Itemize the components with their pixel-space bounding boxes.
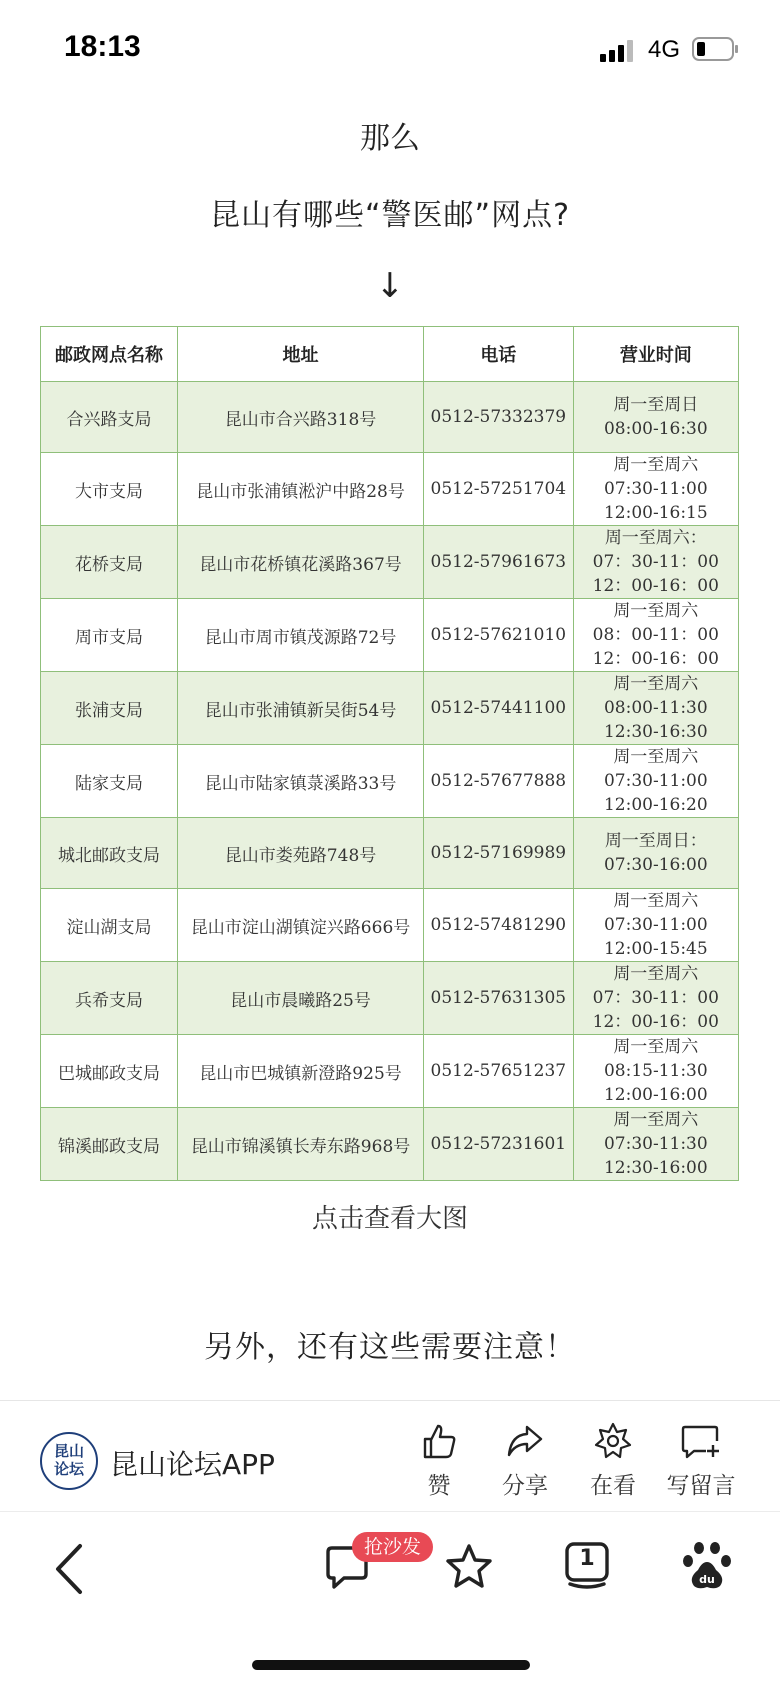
branch-table-image[interactable] [40,326,739,1181]
hours-line: 07:30-16:00 [603,855,708,875]
share-arrow-icon [505,1421,545,1461]
article-action-bar [0,1401,780,1511]
col-header-name: 邮政网点名称 [41,327,178,382]
table-row [41,745,739,818]
status-time: 18:13 [64,30,141,63]
tab-count: 1 [579,1546,595,1571]
branch-name-cell: 周市支局 [41,599,178,672]
hours-line: 周一至周六： [604,528,707,548]
article-text-line1: 那么 [360,121,420,156]
branch-name-cell: 花桥支局 [41,526,178,599]
branch-address-cell: 昆山市花桥镇花溪路367号 [178,526,424,599]
table-row [41,453,739,526]
branch-phone-cell: 0512-57231601 [424,1108,574,1181]
star-flower-icon [593,1421,633,1461]
branch-phone-cell: 0512-57169989 [424,818,574,889]
branch-hours-cell [573,818,738,889]
branch-name-cell: 锦溪邮政支局 [41,1108,178,1181]
branch-phone-cell: 0512-57961673 [424,526,574,599]
back-chevron-icon [50,1542,90,1596]
hours-line: 周一至周日： [604,831,707,851]
table-row [41,818,739,889]
status-bar [0,0,780,100]
hours-line: 08:15-11:30 [603,1061,708,1081]
battery-icon [692,37,738,61]
hours-line: 12：00-16：00 [592,649,719,669]
col-header-phone: 电话 [424,327,574,382]
hours-line: 12:30-16:30 [603,722,708,742]
hours-line: 周一至周六 [613,1110,699,1130]
branch-address-cell: 昆山市张浦镇新吴街54号 [178,672,424,745]
table-row [41,1035,739,1108]
favorite-button[interactable] [444,1542,494,1596]
hours-line: 周一至周六 [613,964,699,984]
hours-line: 周一至周六 [613,891,699,911]
branch-name-cell: 兵希支局 [41,962,178,1035]
branch-hours-cell [573,672,738,745]
signal-icon [600,40,636,62]
network-type: 4G [648,36,681,63]
baidu-paw-icon [682,1540,732,1592]
hours-line: 周一至周六 [613,1037,699,1057]
wow-button[interactable]: 在看 [570,1421,656,1500]
branch-address-cell: 昆山市巴城镇新澄路925号 [178,1035,424,1108]
account-logo[interactable]: 昆山 论坛 [40,1432,98,1490]
tabs-button[interactable] [562,1540,612,1596]
branch-hours-cell [573,1108,738,1181]
grab-sofa-badge[interactable]: 抢沙发 [352,1532,433,1562]
branch-address-cell: 昆山市周市镇茂源路72号 [178,599,424,672]
hours-line: 08:00-11:30 [603,698,708,718]
hours-line: 周一至周日 [613,395,699,415]
home-indicator [252,1660,530,1670]
table-row [41,1108,739,1181]
branch-phone-cell: 0512-57332379 [424,382,574,453]
branch-name-cell: 合兴路支局 [41,382,178,453]
down-arrow-icon: ↓ [375,266,405,306]
branch-address-cell: 昆山市张浦镇淞沪中路28号 [178,453,424,526]
thumbs-up-icon [419,1421,459,1461]
branch-hours-cell [573,1035,738,1108]
branch-hours-cell [573,526,738,599]
article-text-line3: 另外，还有这些需要注意！ [204,1330,576,1365]
branch-phone-cell: 0512-57677888 [424,745,574,818]
branch-name-cell: 大市支局 [41,453,178,526]
branch-hours-cell [573,962,738,1035]
branch-address-cell: 昆山市晨曦路25号 [178,962,424,1035]
hours-line: 周一至周六 [613,601,699,621]
branch-hours-cell [573,745,738,818]
branch-name-cell: 城北邮政支局 [41,818,178,889]
branch-phone-cell: 0512-57251704 [424,453,574,526]
col-header-hours: 营业时间 [573,327,738,382]
hours-line: 08:00-16:30 [603,419,708,439]
branch-phone-cell: 0512-57481290 [424,889,574,962]
hours-line: 12:00-16:15 [603,503,708,523]
branch-address-cell: 昆山市陆家镇菉溪路33号 [178,745,424,818]
branch-address-cell: 昆山市娄苑路748号 [178,818,424,889]
branch-name-cell: 淀山湖支局 [41,889,178,962]
branch-address-cell: 昆山市淀山湖镇淀兴路666号 [178,889,424,962]
hours-line: 07:30-11:00 [603,479,708,499]
account-name[interactable]: 昆山论坛APP [110,1448,275,1481]
table-row [41,526,739,599]
hours-line: 12:00-16:20 [603,795,708,815]
branch-hours-cell [573,889,738,962]
branch-phone-cell: 0512-57441100 [424,672,574,745]
hours-line: 07:30-11:30 [603,1134,708,1154]
hours-line: 07:30-11:00 [603,915,708,935]
branch-name-cell: 巴城邮政支局 [41,1035,178,1108]
branch-hours-cell [573,453,738,526]
hours-line: 12:00-16:00 [603,1085,708,1105]
branch-phone-cell: 0512-57651237 [424,1035,574,1108]
hours-line: 08：00-11：00 [592,625,719,645]
branch-hours-cell [573,382,738,453]
branch-name-cell: 陆家支局 [41,745,178,818]
hours-line: 周一至周六 [613,747,699,767]
table-row [41,599,739,672]
like-button[interactable]: 赞 [396,1421,482,1500]
hours-line: 12：00-16：00 [592,1012,719,1032]
hours-line: 07:30-11:00 [603,771,708,791]
branch-name-cell: 张浦支局 [41,672,178,745]
table-row [41,382,739,453]
col-header-address: 地址 [178,327,424,382]
hours-line: 07：30-11：00 [592,988,719,1008]
back-button[interactable] [50,1542,90,1600]
baidu-button[interactable] [682,1540,732,1596]
hours-line: 周一至周六 [613,674,699,694]
article-heading: 昆山有哪些“警医邮”网点? [209,198,570,233]
table-row [41,962,739,1035]
table-header-row [41,327,739,382]
svg-text:du: du [699,1573,715,1586]
hours-line: 周一至周六 [613,455,699,475]
branch-hours-cell [573,599,738,672]
branch-phone-cell: 0512-57621010 [424,599,574,672]
table-row [41,672,739,745]
branch-phone-cell: 0512-57631305 [424,962,574,1035]
branch-address-cell: 昆山市合兴路318号 [178,382,424,453]
hours-line: 12:00-15:45 [603,939,708,959]
write-comment-button[interactable]: 写留言 [658,1421,744,1500]
star-icon [444,1542,494,1592]
hours-line: 12:30-16:00 [603,1158,708,1178]
branch-address-cell: 昆山市锦溪镇长寿东路968号 [178,1108,424,1181]
share-button[interactable]: 分享 [482,1421,568,1500]
table-row [41,889,739,962]
hours-line: 12：00-16：00 [592,576,719,596]
hours-line: 07：30-11：00 [592,552,719,572]
comment-plus-icon [680,1421,722,1461]
view-large-image-caption[interactable]: 点击查看大图 [311,1204,468,1234]
